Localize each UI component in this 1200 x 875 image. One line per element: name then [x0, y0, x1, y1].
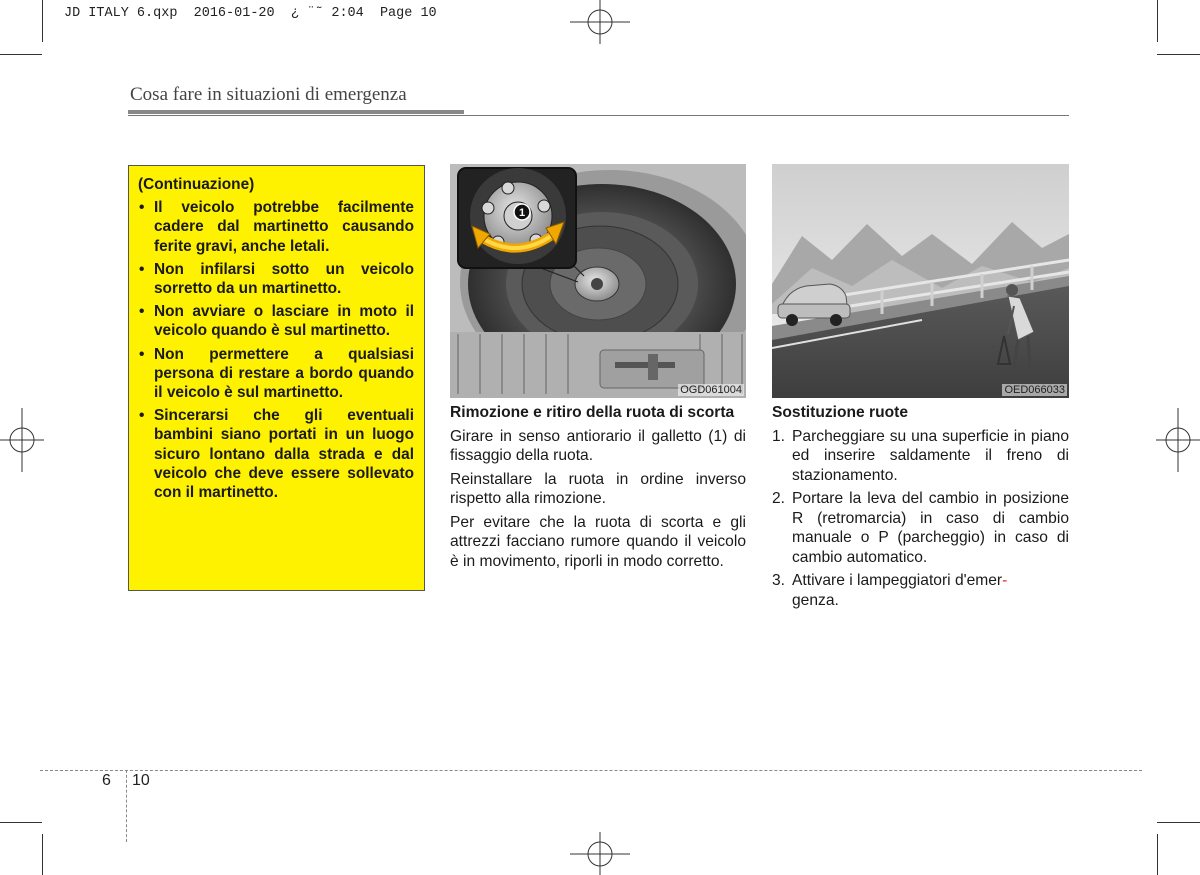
section-heading: Rimozione e ritiro della ruota di scorta: [450, 404, 735, 421]
chapter-title: Cosa fare in situazioni di emergenza: [130, 84, 407, 105]
registration-mark-left: [0, 408, 44, 472]
warning-item: • Il veicolo potrebbe facilmente cadere dal martinetto causando ferite gravi, anche letali.: [138, 198, 414, 256]
spare-wheel-section: [450, 403, 746, 575]
figure-code: OGD061004: [680, 384, 742, 396]
step-text: Portare la leva del cambio in posizione R (retromarcia) in caso di cambio manuale o P (parcheggio) in caso di cambio automatico.: [792, 490, 1069, 566]
header-rule: [128, 115, 1069, 116]
section-heading: Sostituzione ruote: [772, 404, 909, 421]
crop-mark: [1157, 0, 1158, 42]
registration-mark-bottom: [570, 832, 630, 875]
registration-mark-right: [1156, 408, 1200, 472]
continuation-label: (Continuazione): [138, 176, 255, 193]
paragraph: Reinstallare la ruota in ordine inverso rispetto alla rimozione.: [450, 470, 746, 507]
step-item: [772, 489, 1069, 567]
warning-box: [128, 165, 425, 591]
step-item: [772, 571, 1069, 610]
steps-list: [772, 427, 1069, 611]
step-item: [772, 427, 1069, 486]
step-number: 2.: [772, 490, 786, 507]
crop-mark: [1157, 822, 1200, 823]
warning-item: • Sincerarsi che gli eventuali bambini siano portati in un luogo sicuro lontano dalla strada e dal veicolo che deve essere sollevato con il martinetto.: [138, 406, 414, 502]
crop-mark: [42, 0, 43, 42]
warning-item: • Non permettere a qualsiasi persona di restare a bordo quando il veicolo è sul martinetto.: [138, 345, 414, 403]
figure-callout-number: 1: [518, 207, 526, 219]
crop-mark: [1157, 54, 1200, 55]
warning-list: [138, 198, 414, 502]
roadside-figure: [772, 164, 1069, 398]
registration-mark-top: [570, 0, 630, 44]
crop-mark: [0, 822, 42, 823]
wheel-change-section: [772, 403, 1069, 614]
warning-item: • Non infilarsi sotto un veicolo sorretto da un martinetto.: [138, 260, 414, 298]
step-number: 1.: [772, 427, 786, 445]
crop-mark: [1157, 834, 1158, 875]
page-number: 10: [132, 772, 150, 789]
crop-mark: [42, 834, 43, 875]
hyphen-mark: -: [1002, 572, 1008, 589]
step-text-continued: genza.: [792, 591, 839, 609]
figure-code: OED066033: [1004, 384, 1065, 396]
footer-rule: [40, 770, 1142, 771]
spare-wheel-illustration: [450, 164, 746, 398]
paragraph: Per evitare che la ruota di scorta e gli attrezzi facciano rumore quando il veicolo è in movimento, riporli in modo corretto.: [450, 513, 746, 570]
print-slug: JD ITALY 6.qxp 2016-01-20 ¿ ¨˜ 2:04 Page 10: [64, 6, 437, 21]
step-number: 3.: [772, 572, 786, 589]
step-text: Attivare i lampeggiatori d'emer: [792, 572, 1003, 589]
step-text: Parcheggiare su una superficie in piano ed inserire saldamente il freno di stazionamento.: [792, 427, 1069, 484]
spare-wheel-figure: [450, 164, 746, 398]
roadside-illustration: [772, 164, 1069, 398]
chapter-number: 6: [102, 772, 111, 789]
crop-mark: [0, 54, 42, 55]
header-rule-thick: [128, 110, 464, 114]
footer-divider: [126, 770, 127, 842]
warning-item: • Non avviare o lasciare in moto il veicolo quando è sul martinetto.: [138, 302, 414, 340]
paragraph: Girare in senso antiorario il galletto (1) di fissaggio della ruota.: [450, 427, 746, 464]
